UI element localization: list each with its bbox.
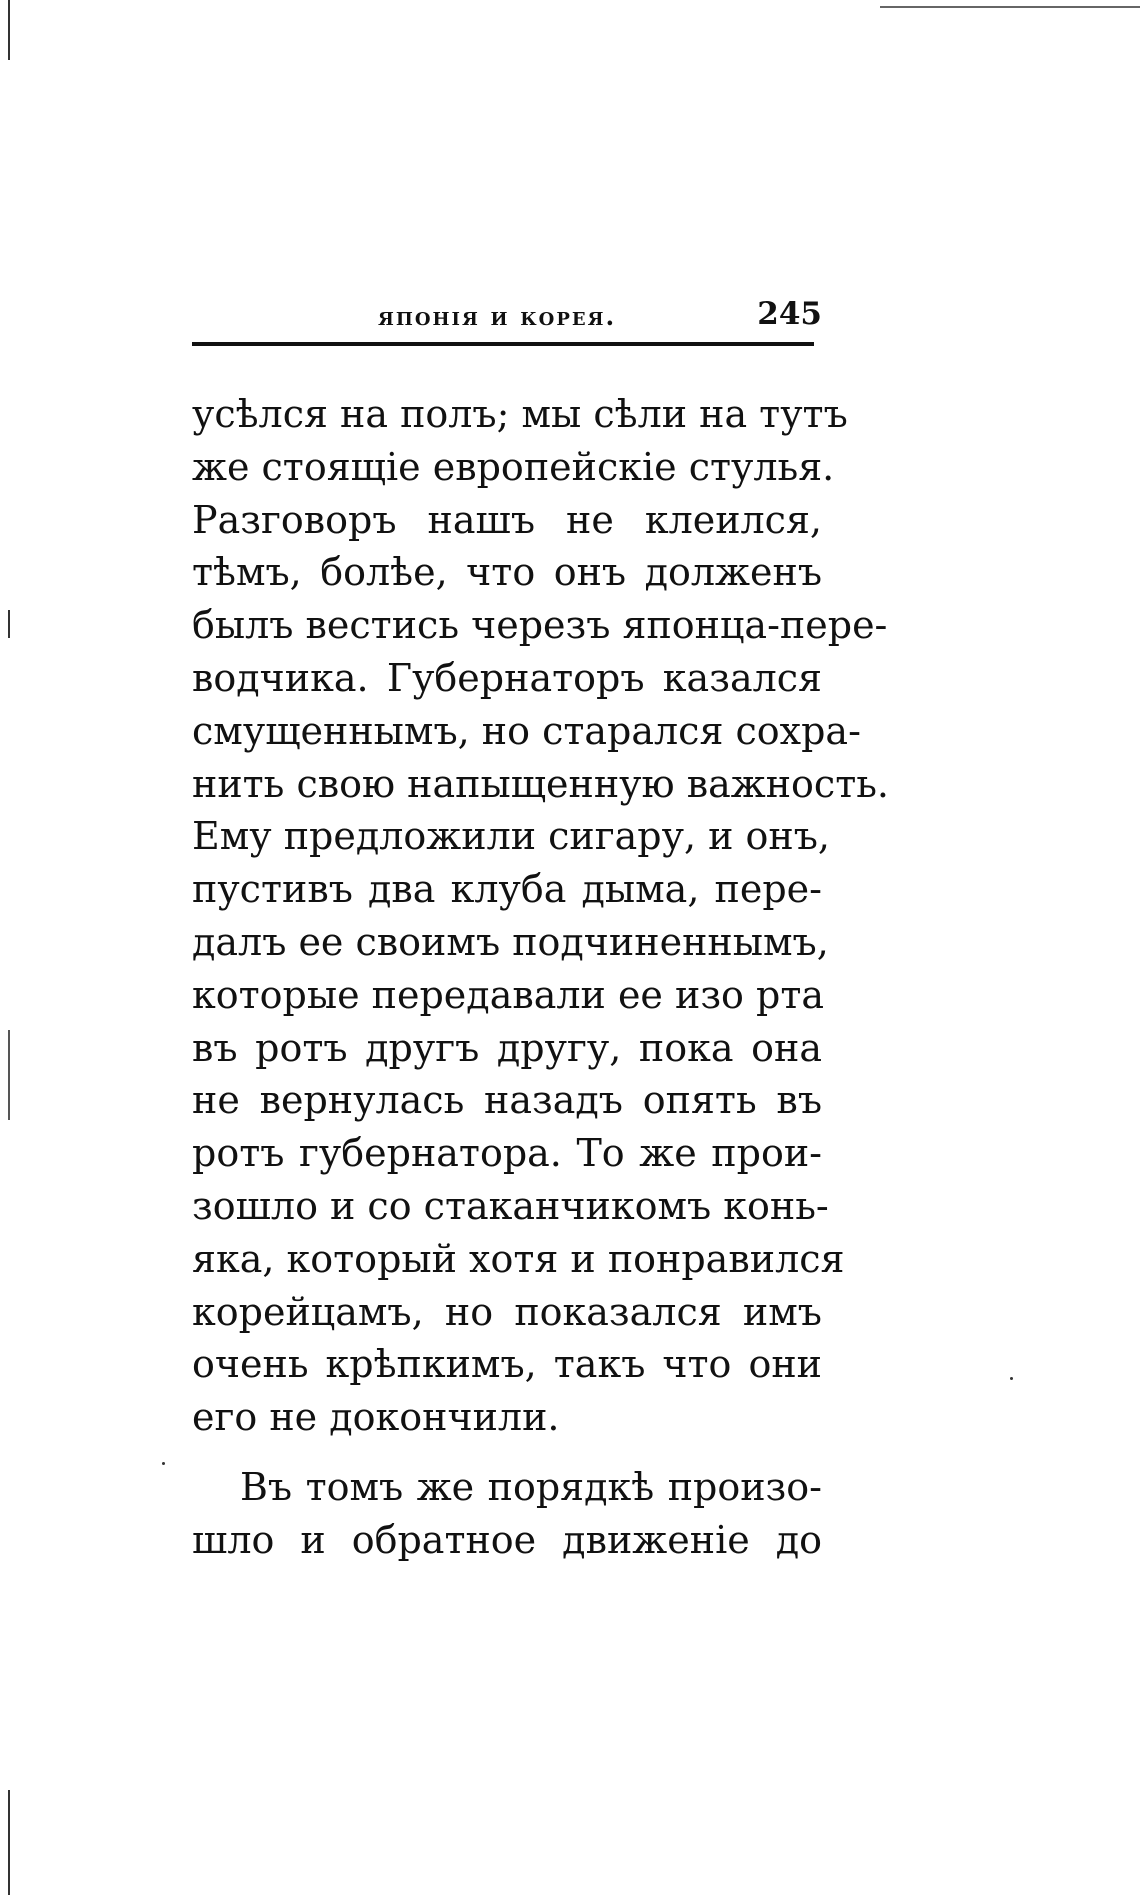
text-line: далъ ее своимъ подчиненнымъ, bbox=[192, 919, 829, 964]
text-line: нить свою напыщенную важность. bbox=[192, 761, 889, 806]
text-line: пустивъ два клуба дыма, пере- bbox=[192, 867, 822, 912]
body-text bbox=[192, 388, 889, 1567]
scan-speck bbox=[162, 1462, 165, 1465]
text-line: усѣлся на полъ; мы сѣли на тутъ bbox=[192, 392, 848, 436]
running-title: японія и корея. bbox=[378, 302, 617, 331]
paragraph bbox=[192, 388, 889, 1444]
text-line: тѣмъ, болѣе, что онъ долженъ bbox=[192, 550, 822, 595]
scan-edge-mark bbox=[8, 0, 10, 60]
scan-edge-mark bbox=[880, 6, 1140, 8]
book-page bbox=[192, 290, 889, 1567]
text-line: яка, который хотя и понравился bbox=[192, 1236, 845, 1281]
text-line: водчика. Губернаторъ казался bbox=[192, 655, 822, 700]
paragraph bbox=[192, 1461, 822, 1567]
text-line: смущеннымъ, но старался сохра- bbox=[192, 708, 861, 753]
paragraph-gap bbox=[192, 1444, 822, 1461]
text-line: былъ вестись черезъ японца-пере- bbox=[192, 603, 888, 648]
scan-edge-mark bbox=[8, 1030, 10, 1120]
text-line: Въ томъ же порядкѣ произо- bbox=[240, 1464, 822, 1509]
text-line: которые передавали ее изо рта bbox=[192, 972, 825, 1017]
scan-edge-mark bbox=[8, 1790, 10, 1895]
text-line: же стоящіе европейскіе стулья. bbox=[192, 444, 835, 489]
running-head bbox=[192, 290, 822, 340]
text-line: Ему предложили сигару, и онъ, bbox=[192, 814, 831, 859]
scan-edge-mark bbox=[8, 610, 10, 638]
header-rule bbox=[192, 342, 814, 346]
text-line: ротъ губернатора. То же прои- bbox=[192, 1131, 822, 1176]
text-line: въ ротъ другъ другу, пока она bbox=[192, 1025, 822, 1070]
page-number: 245 bbox=[757, 296, 822, 332]
text-line: не вернулась назадъ опять въ bbox=[192, 1078, 822, 1123]
text-line: зошло и со стаканчикомъ конь- bbox=[192, 1183, 829, 1228]
text-line: шло и обратное движеніе до bbox=[192, 1517, 822, 1562]
text-line: очень крѣпкимъ, такъ что они bbox=[192, 1342, 822, 1387]
text-line: Разговоръ нашъ не клеился, bbox=[192, 497, 822, 542]
scan-speck bbox=[1010, 1377, 1013, 1380]
text-line: его не докончили. bbox=[192, 1395, 560, 1440]
text-line: корейцамъ, но показался имъ bbox=[192, 1289, 822, 1334]
